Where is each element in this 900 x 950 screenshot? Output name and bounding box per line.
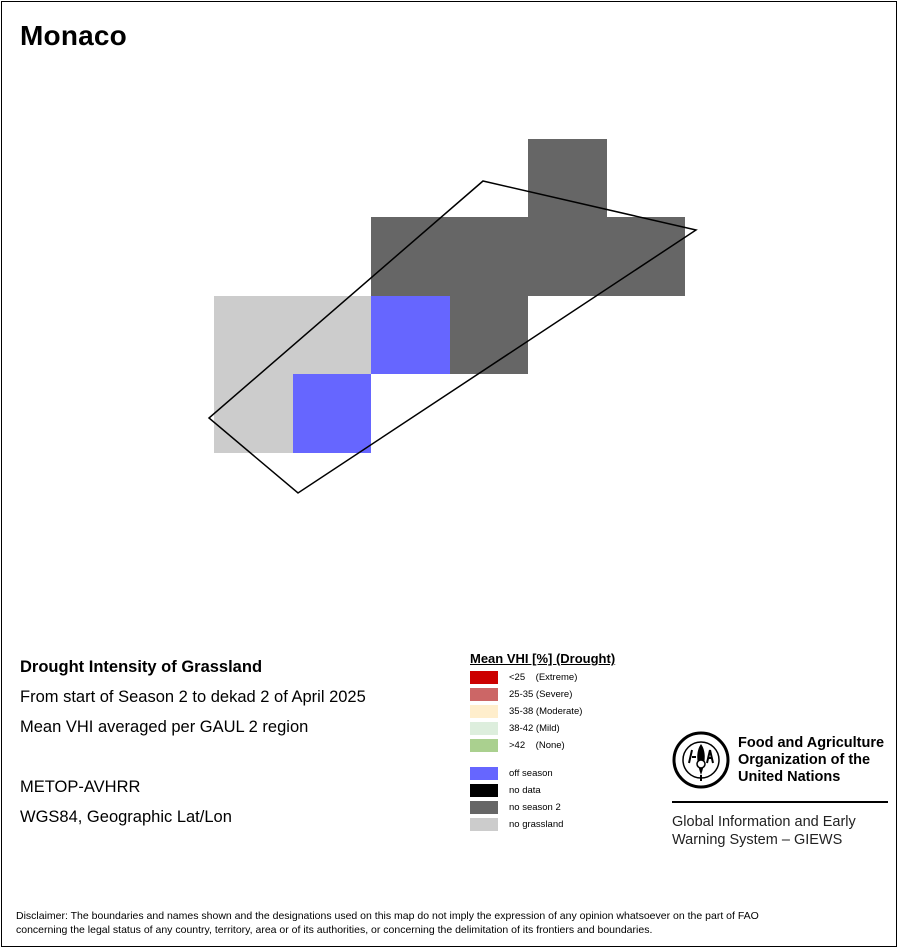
fao-name-line: Organization of the xyxy=(738,752,871,768)
giews-name xyxy=(672,813,892,849)
map-title: Monaco xyxy=(20,20,127,51)
giews-line: Warning System – GIEWS xyxy=(672,832,843,848)
legend-label: no season 2 xyxy=(509,802,561,813)
logo-divider xyxy=(672,801,888,803)
legend-swatch xyxy=(470,801,498,814)
legend-label: >42 (None) xyxy=(509,740,565,751)
giews-line: Global Information and Early xyxy=(672,814,856,830)
legend-swatch xyxy=(470,739,498,752)
info-period: From start of Season 2 to dekad 2 of April 2025 xyxy=(20,688,366,706)
fao-name-line: Food and Agriculture xyxy=(738,735,885,751)
cell-no-grassland xyxy=(214,374,293,453)
legend-label: off season xyxy=(509,768,553,779)
cell-off-season xyxy=(371,296,450,374)
legend-label: no data xyxy=(509,785,541,796)
legend-title: Mean VHI [%] (Drought) xyxy=(470,651,616,666)
info-heading: Drought Intensity of Grassland xyxy=(20,658,263,676)
info-sensor: METOP-AVHRR xyxy=(20,778,141,796)
legend-swatch xyxy=(470,705,498,718)
legend-swatch xyxy=(470,818,498,831)
legend-label: 35-38 (Moderate) xyxy=(509,706,583,717)
cell-no-season-2 xyxy=(450,296,528,374)
cell-no-season-2 xyxy=(528,139,607,217)
fao-emblem-icon xyxy=(672,731,730,789)
legend-swatch xyxy=(470,671,498,684)
legend-label: <25 (Extreme) xyxy=(509,672,578,683)
cell-no-grassland xyxy=(214,296,371,374)
fao-name-line: United Nations xyxy=(738,769,841,785)
cell-off-season xyxy=(293,374,371,453)
disclaimer xyxy=(16,909,886,937)
fao-name xyxy=(738,735,898,786)
legend-label: 38-42 (Mild) xyxy=(509,723,560,734)
disclaimer-line: concerning the legal status of any country, territory, area or of its authorities, or concerning the delimitation of its frontiers and boundaries. xyxy=(16,924,653,936)
legend-label: 25-35 (Severe) xyxy=(509,689,573,700)
legend-swatch xyxy=(470,784,498,797)
legend-swatch xyxy=(470,722,498,735)
cell-no-season-2 xyxy=(371,217,685,296)
legend-label: no grassland xyxy=(509,819,564,830)
info-method: Mean VHI averaged per GAUL 2 region xyxy=(20,718,309,736)
info-projection: WGS84, Geographic Lat/Lon xyxy=(20,808,232,826)
legend-swatch xyxy=(470,767,498,780)
legend-swatch xyxy=(470,688,498,701)
disclaimer-line: Disclaimer: The boundaries and names shown and the designations used on this map do not imply the expression of any opinion whatsoever on the part of FAO xyxy=(16,910,759,922)
